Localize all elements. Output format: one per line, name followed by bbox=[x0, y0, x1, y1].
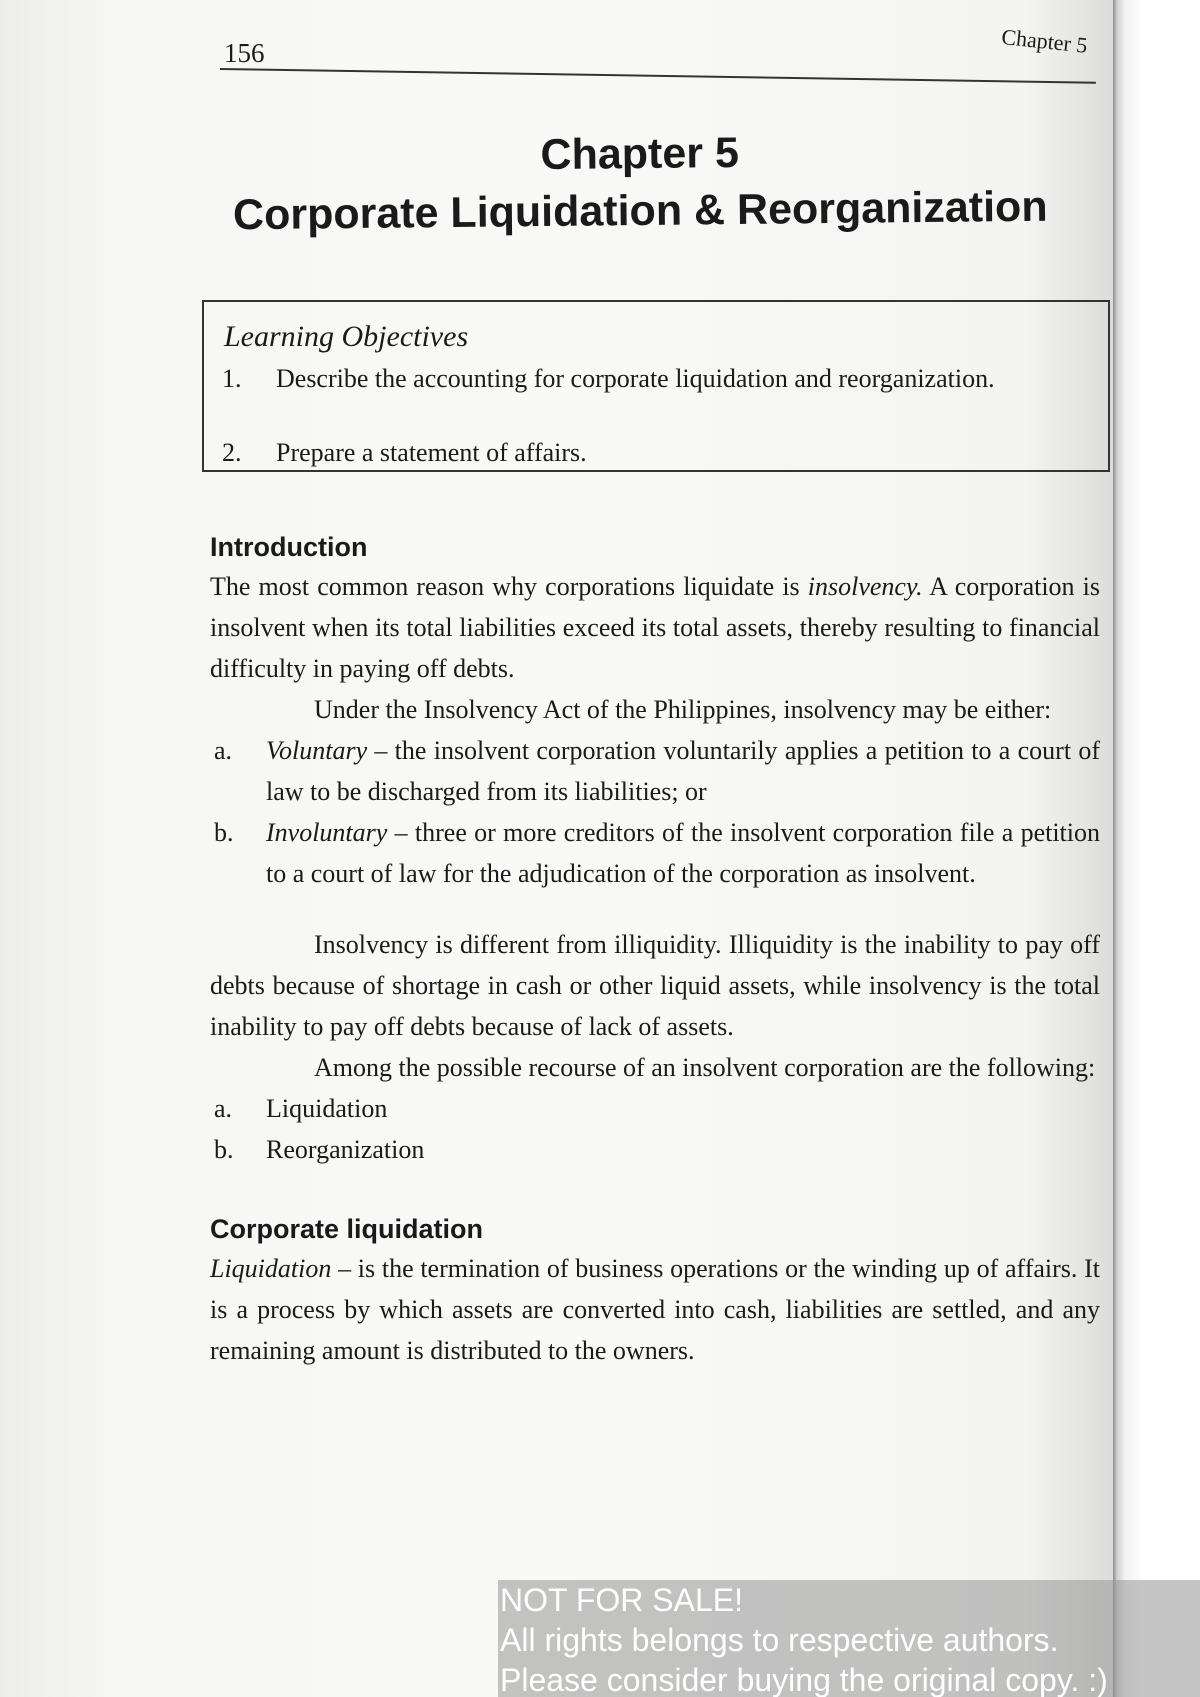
watermark-line: NOT FOR SALE! bbox=[500, 1582, 744, 1618]
watermark-banner bbox=[498, 1580, 1200, 1697]
insolvency-act-paragraph: Under the Insolvency Act of the Philippines, insolvency may be either: bbox=[314, 695, 1052, 724]
list-item-involuntary: b. Involuntary – three or more creditors of the insolvent corporation file a petition to a court of law for the adjudication of the corporation as insolvent. bbox=[214, 818, 1100, 888]
chapter-name: Corporate Liquidation & Reorganization bbox=[232, 182, 1048, 240]
objective-number: 2. bbox=[222, 438, 242, 467]
chapter-number: Chapter 5 bbox=[540, 128, 740, 180]
list-item-voluntary: a. Voluntary – the insolvent corporation voluntarily applies a petition to a court of law to be discharged from its liabilities; or bbox=[214, 736, 1100, 806]
voluntary-term: Voluntary bbox=[266, 736, 368, 765]
corporate-liquidation-heading: Corporate liquidation bbox=[210, 1214, 483, 1244]
intro-paragraph: The most common reason why corporations liquidate is insolvency. A corporation is insolvent when its total liabilities exceed its total assets, thereby resulting to financial difficulty in paying off debts. bbox=[210, 572, 1101, 683]
running-head: Chapter 5 bbox=[1000, 24, 1089, 58]
liquidation-term: Liquidation bbox=[210, 1254, 332, 1283]
learning-objectives-box bbox=[202, 300, 1110, 472]
insolvency-term: insolvency. bbox=[807, 572, 923, 601]
recourse-paragraph: Among the possible recourse of an insolvent corporation are the following: bbox=[314, 1053, 1096, 1082]
objective-text: Prepare a statement of affairs. bbox=[276, 438, 587, 467]
objective-item bbox=[222, 360, 1092, 398]
objectives-heading: Learning Objectives bbox=[224, 320, 469, 353]
introduction-heading: Introduction bbox=[210, 532, 368, 562]
list-item-reorganization: b. Reorganization bbox=[214, 1135, 425, 1164]
page-number: 156 bbox=[224, 38, 265, 68]
book-spine-shadow bbox=[1113, 0, 1200, 1697]
objective-item bbox=[222, 434, 1092, 472]
involuntary-term: Involuntary bbox=[266, 818, 388, 847]
liquidation-definition: Liquidation – is the termination of business operations or the winding up of affairs. It is a process by which assets are converted into cash, liabilities are settled, and any remaining amount is distributed to the owners. bbox=[210, 1254, 1100, 1365]
body-content bbox=[210, 528, 1100, 1371]
list-item-liquidation: a. Liquidation bbox=[214, 1094, 388, 1123]
header-rule bbox=[220, 68, 1096, 84]
illiquidity-paragraph: Insolvency is different from illiquidity. Illiquidity is the inability to pay off debts because of shortage in cash or other liquid assets, while insolvency is the total inability to pay off debts because of lack of assets. bbox=[210, 930, 1100, 1041]
objective-text: Describe the accounting for corporate liquidation and reorganization. bbox=[276, 364, 995, 393]
chapter-title bbox=[199, 121, 1080, 244]
objective-number: 1. bbox=[222, 364, 242, 393]
watermark-line: Please consider buying the original copy. :) bbox=[500, 1662, 1108, 1697]
watermark-line: All rights belongs to respective authors. bbox=[500, 1622, 1059, 1658]
